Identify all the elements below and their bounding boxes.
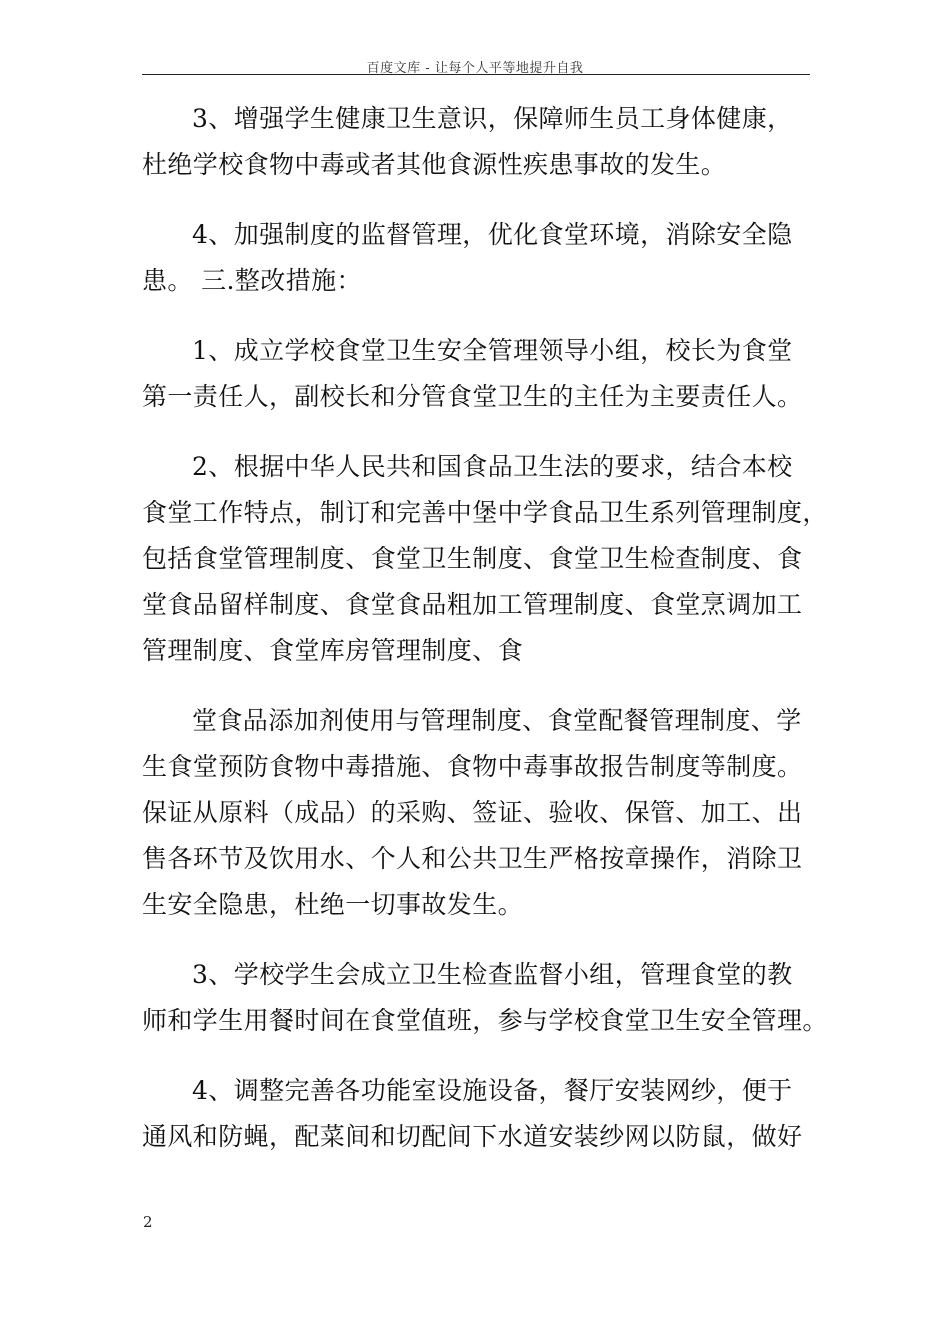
page-header: 百度文库 - 让每个人平等地提升自我 bbox=[366, 61, 584, 76]
paragraph-line: 堂食品添加剂使用与管理制度、食堂配餐管理制度、学 bbox=[192, 706, 802, 735]
paragraph-line: 患。 三.整改措施： bbox=[142, 266, 362, 295]
paragraph-line: 师和学生用餐时间在食堂值班，参与学校食堂卫生安全管理。 bbox=[142, 1006, 828, 1035]
paragraph-line: 食堂工作特点，制订和完善中堡中学食品卫生系列管理制度， bbox=[142, 498, 828, 527]
paragraph-line: 3、学校学生会成立卫生检查监督小组，管理食堂的教 bbox=[192, 960, 793, 989]
paragraph-line: 售各环节及饮用水、个人和公共卫生严格按章操作，消除卫 bbox=[142, 844, 803, 873]
document-body bbox=[142, 96, 828, 1184]
paragraph bbox=[142, 328, 810, 420]
paragraph-line: 堂食品留样制度、食堂食品粗加工管理制度、食堂烹调加工 bbox=[142, 590, 803, 619]
paragraph bbox=[142, 952, 828, 1044]
paragraph-line: 1、成立学校食堂卫生安全管理领导小组，校长为食堂 bbox=[192, 336, 793, 365]
paragraph bbox=[142, 444, 828, 674]
paragraph-line: 生安全隐患，杜绝一切事故发生。 bbox=[142, 890, 524, 919]
page-number: 2 bbox=[143, 1213, 153, 1231]
paragraph-line: 保证从原料（成品）的采购、签证、验收、保管、加工、出 bbox=[142, 798, 803, 827]
paragraph-line: 4、调整完善各功能室设施设备，餐厅安装网纱，便于 bbox=[192, 1076, 793, 1105]
paragraph-line: 生食堂预防食物中毒措施、食物中毒事故报告制度等制度。 bbox=[142, 752, 803, 781]
paragraph bbox=[142, 1068, 810, 1160]
paragraph-line: 包括食堂管理制度、食堂卫生制度、食堂卫生检查制度、食 bbox=[142, 544, 803, 573]
paragraph bbox=[142, 698, 810, 928]
paragraph-line: 第一责任人，副校长和分管食堂卫生的主任为主要责任人。 bbox=[142, 382, 803, 411]
paragraph-line: 管理制度、食堂库房管理制度、食 bbox=[142, 636, 524, 665]
paragraph bbox=[142, 212, 810, 304]
paragraph-line: 2、根据中华人民共和国食品卫生法的要求，结合本校 bbox=[192, 452, 793, 481]
paragraph-line: 4、加强制度的监督管理，优化食堂环境，消除安全隐 bbox=[192, 220, 793, 249]
paragraph-line: 3、增强学生健康卫生意识，保障师生员工身体健康， bbox=[192, 104, 793, 133]
header-rule bbox=[142, 74, 810, 75]
paragraph-line: 通风和防蝇，配菜间和切配间下水道安装纱网以防鼠，做好 bbox=[142, 1122, 803, 1151]
paragraph bbox=[142, 96, 810, 188]
paragraph-line: 杜绝学校食物中毒或者其他食源性疾患事故的发生。 bbox=[142, 150, 727, 179]
